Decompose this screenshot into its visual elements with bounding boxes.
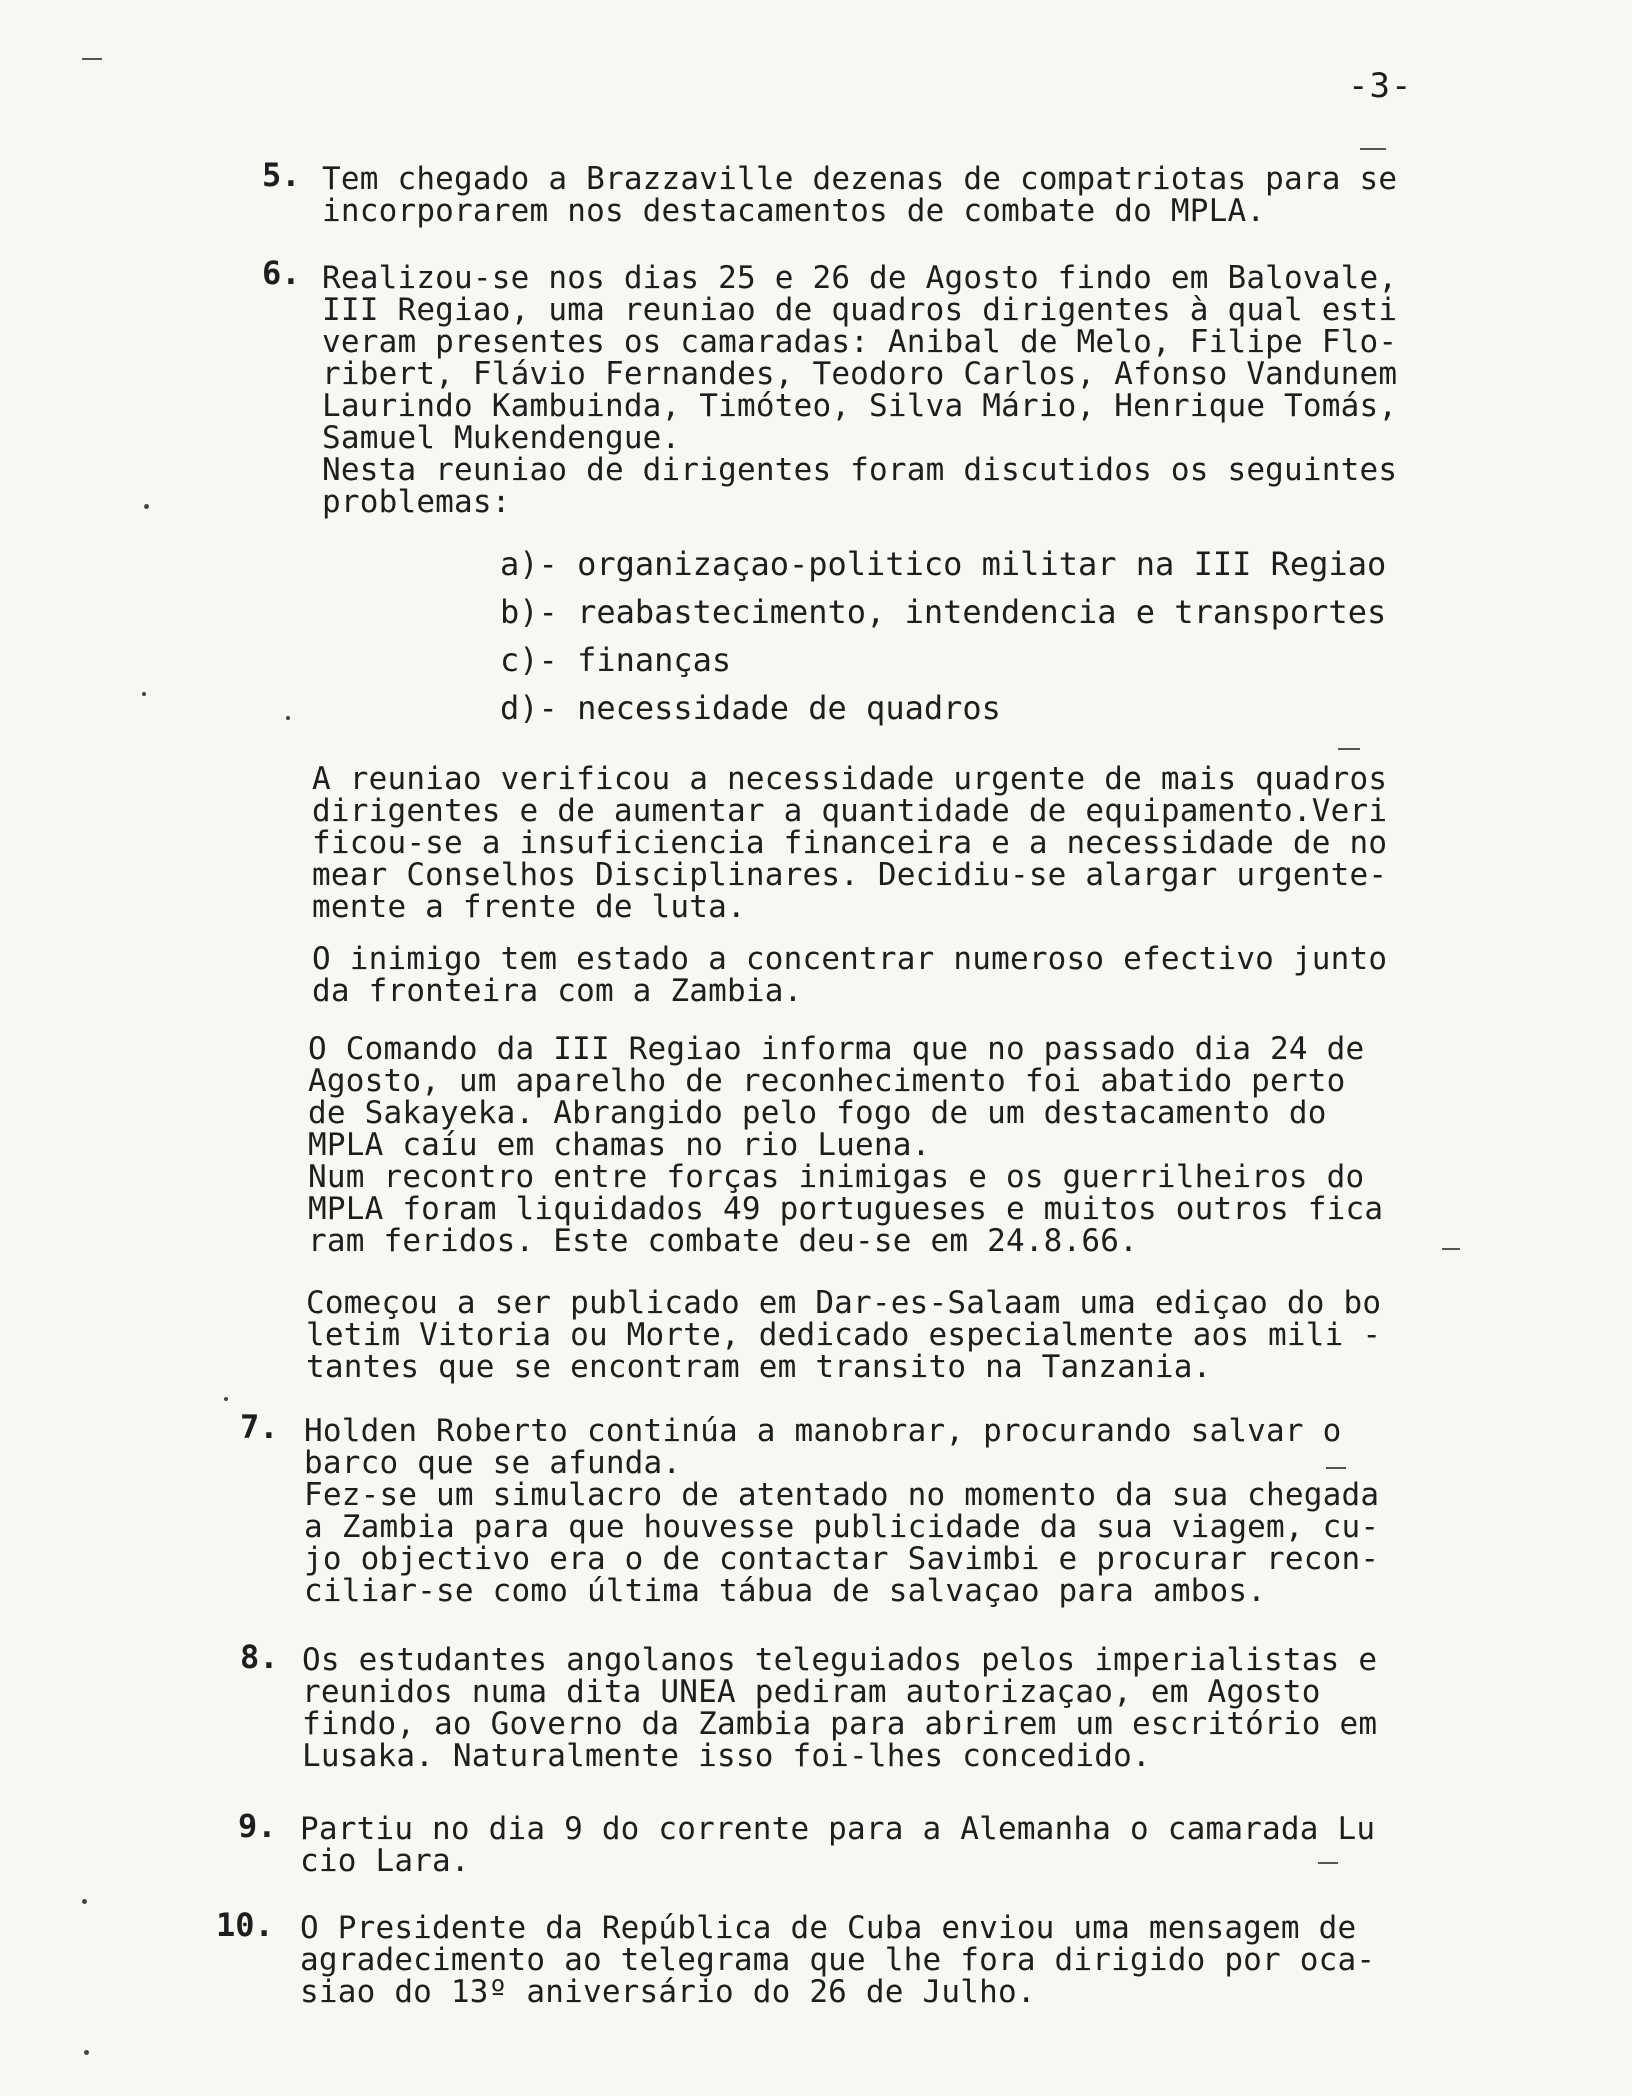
list-item: c)- finanças	[500, 641, 732, 679]
paragraph-meeting-conclusions	[312, 763, 1387, 923]
text-line: ram feridos. Este combate deu-se em 24.8.66.	[308, 1223, 1138, 1259]
text-line: problemas:	[322, 484, 511, 520]
list-item: d)- necessidade de quadros	[500, 689, 1001, 727]
scan-speck	[142, 692, 146, 696]
text-line: agradecimento ao telegrama que lhe fora dirigido por oca-	[300, 1942, 1376, 1978]
text-line: tantes que se encontram em transito na Tanzania.	[306, 1349, 1212, 1385]
text-line: MPLA caíu em chamas no rio Luena.	[308, 1127, 931, 1163]
scan-mark	[1442, 1248, 1460, 1250]
text-line: cio Lara.	[300, 1843, 470, 1879]
text-line: MPLA foram liquidados 49 portugueses e muitos outros fica	[308, 1191, 1384, 1227]
text-line: da fronteira com a Zambia.	[312, 973, 803, 1009]
scan-mark	[1338, 748, 1360, 750]
text-line: Holden Roberto continúa a manobrar, procurando salvar o	[304, 1413, 1342, 1449]
scan-mark	[1360, 148, 1386, 150]
text-line: letim Vitoria ou Morte, dedicado especialmente aos mili -	[306, 1317, 1382, 1353]
text-line: Partiu no dia 9 do corrente para a Alemanha o camarada Lu	[300, 1811, 1376, 1847]
text-line: mente a frente de luta.	[312, 889, 746, 925]
scan-speck	[286, 716, 290, 720]
paragraph-command-report	[308, 1033, 1383, 1257]
item-number: 6.	[262, 254, 301, 292]
text-line: jo objectivo era o de contactar Savimbi e procurar recon-	[304, 1541, 1380, 1577]
text-line: Começou a ser publicado em Dar-es-Salaam uma ediçao do bo	[306, 1285, 1382, 1321]
text-line: O Presidente da República de Cuba enviou uma mensagem de	[300, 1910, 1357, 1946]
text-line: findo, ao Governo da Zambia para abrirem um escritório em	[302, 1706, 1378, 1742]
text-line: Samuel Mukendengue.	[322, 420, 681, 456]
text-line: reunidos numa dita UNEA pediram autorizaçao, em Agosto	[302, 1674, 1321, 1710]
item-number: 8.	[240, 1638, 279, 1676]
scan-mark	[1326, 1467, 1346, 1469]
text-line: de Sakayeka. Abrangido pelo fogo de um destacamento do	[308, 1095, 1327, 1131]
item-text	[322, 262, 1397, 518]
item-text	[300, 1813, 1375, 1877]
text-line: a Zambia para que houvesse publicidade da sua viagem, cu-	[304, 1509, 1380, 1545]
text-line: A reuniao verificou a necessidade urgente de mais quadros	[312, 761, 1388, 797]
scan-speck	[224, 1397, 228, 1401]
text-line: III Regiao, uma reuniao de quadros dirigentes à qual esti	[322, 292, 1398, 328]
text-line: Num recontro entre forças inimigas e os guerrilheiros do	[308, 1159, 1365, 1195]
item-number: 10.	[216, 1906, 274, 1944]
text-line: dirigentes e de aumentar a quantidade de equipamento.Veri	[312, 793, 1388, 829]
item-number: 9.	[238, 1807, 277, 1845]
text-line: Fez-se um simulacro de atentado no momento da sua chegada	[304, 1477, 1380, 1513]
scan-speck	[82, 1899, 87, 1904]
text-line: O Comando da III Regiao informa que no passado dia 24 de	[308, 1031, 1365, 1067]
text-line: Lusaka. Naturalmente isso foi-lhes concedido.	[302, 1738, 1151, 1774]
text-line: barco que se afunda.	[304, 1445, 682, 1481]
item-text	[300, 1912, 1375, 2008]
page-number: -3-	[1348, 66, 1413, 106]
item-number: 5.	[262, 156, 301, 194]
text-line: ficou-se a insuficiencia financeira e a necessidade de no	[312, 825, 1388, 861]
text-line: veram presentes os camaradas: Anibal de Melo, Filipe Flo-	[322, 324, 1398, 360]
scan-mark	[1318, 1862, 1338, 1864]
item-text	[322, 163, 1397, 227]
problems-list	[500, 545, 1386, 737]
paragraph-enemy	[312, 943, 1387, 1007]
text-line: Realizou-se nos dias 25 e 26 de Agosto findo em Balovale,	[322, 260, 1398, 296]
scan-speck	[144, 504, 149, 509]
text-line: Agosto, um aparelho de reconhecimento foi abatido perto	[308, 1063, 1346, 1099]
list-item: a)- organizaçao-politico militar na III Regiao	[500, 545, 1387, 583]
list-item: b)- reabastecimento, intendencia e transportes	[500, 593, 1387, 631]
item-number: 7.	[240, 1408, 279, 1446]
text-line: incorporarem nos destacamentos de combate do MPLA.	[322, 193, 1266, 229]
text-line: Tem chegado a Brazzaville dezenas de compatriotas para se	[322, 161, 1398, 197]
text-line: ribert, Flávio Fernandes, Teodoro Carlos, Afonso Vandunem	[322, 356, 1398, 392]
text-line: Laurindo Kambuinda, Timóteo, Silva Mário, Henrique Tomás,	[322, 388, 1398, 424]
item-text	[302, 1644, 1377, 1772]
text-line: Nesta reuniao de dirigentes foram discutidos os seguintes	[322, 452, 1398, 488]
scan-mark	[82, 58, 102, 60]
text-line: siao do 13º aniversário do 26 de Julho.	[300, 1974, 1036, 2010]
item-text	[304, 1415, 1379, 1607]
text-line: ciliar-se como última tábua de salvaçao para ambos.	[304, 1573, 1267, 1609]
text-line: O inimigo tem estado a concentrar numeroso efectivo junto	[312, 941, 1388, 977]
paragraph-bulletin	[306, 1287, 1381, 1383]
scan-speck	[84, 2050, 89, 2055]
text-line: Os estudantes angolanos teleguiados pelos imperialistas e	[302, 1642, 1378, 1678]
text-line: mear Conselhos Disciplinares. Decidiu-se alargar urgente-	[312, 857, 1388, 893]
